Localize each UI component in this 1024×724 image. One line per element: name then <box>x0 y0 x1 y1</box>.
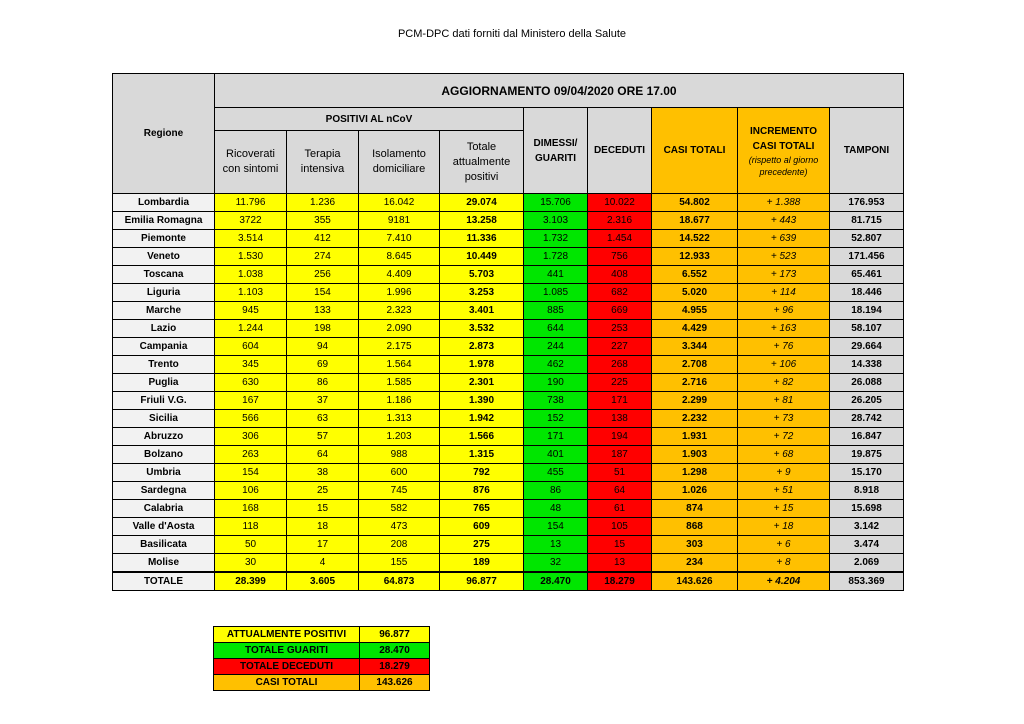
cell-incremento: + 523 <box>738 248 830 266</box>
cell-dimessi: 1.732 <box>524 230 588 248</box>
cell-ricoverati: 263 <box>215 446 287 464</box>
cell-ricoverati: 154 <box>215 464 287 482</box>
table-row <box>113 554 904 573</box>
cell-ricoverati: 604 <box>215 338 287 356</box>
cell-incremento: + 82 <box>738 374 830 392</box>
cell-dimessi: 1.085 <box>524 284 588 302</box>
summary-value: 96.877 <box>360 627 430 643</box>
cell-deceduti: 268 <box>588 356 652 374</box>
cell-ricoverati: 1.530 <box>215 248 287 266</box>
cell-tamponi: 28.742 <box>830 410 904 428</box>
table-row <box>113 518 904 536</box>
cell-isolamento: 1.564 <box>359 356 440 374</box>
cell-tamponi: 29.664 <box>830 338 904 356</box>
cell-casi: 1.931 <box>652 428 738 446</box>
cell-casi: 4.429 <box>652 320 738 338</box>
cell-regione: Molise <box>113 554 215 573</box>
cell-terapia: 15 <box>287 500 359 518</box>
cell-dimessi: 885 <box>524 302 588 320</box>
table-row <box>113 428 904 446</box>
cell-isolamento: 2.175 <box>359 338 440 356</box>
cell-ricoverati: 566 <box>215 410 287 428</box>
cell-isolamento: 9181 <box>359 212 440 230</box>
cell-tamponi: 58.107 <box>830 320 904 338</box>
cell-deceduti: 756 <box>588 248 652 266</box>
cell-deceduti: 64 <box>588 482 652 500</box>
table-row <box>113 230 904 248</box>
cell-casi: 234 <box>652 554 738 573</box>
cell-isolamento: 473 <box>359 518 440 536</box>
cell-isolamento: 7.410 <box>359 230 440 248</box>
summary-body <box>214 627 430 691</box>
cell-totale-pos: 3.532 <box>440 320 524 338</box>
cell-tamponi: 15.170 <box>830 464 904 482</box>
cell-totale-pos: 29.074 <box>440 194 524 212</box>
cell-terapia: 63 <box>287 410 359 428</box>
cell-totale-pos: 609 <box>440 518 524 536</box>
cell-dimessi: 190 <box>524 374 588 392</box>
cell-deceduti: 408 <box>588 266 652 284</box>
total-isolamento: 64.873 <box>359 572 440 591</box>
cell-dimessi: 644 <box>524 320 588 338</box>
cell-tamponi: 26.205 <box>830 392 904 410</box>
cell-ricoverati: 1.038 <box>215 266 287 284</box>
cell-terapia: 154 <box>287 284 359 302</box>
cell-ricoverati: 30 <box>215 554 287 573</box>
total-deceduti: 18.279 <box>588 572 652 591</box>
cell-ricoverati: 3722 <box>215 212 287 230</box>
cell-dimessi: 462 <box>524 356 588 374</box>
cell-deceduti: 682 <box>588 284 652 302</box>
cell-casi: 12.933 <box>652 248 738 266</box>
cell-tamponi: 8.918 <box>830 482 904 500</box>
cell-casi: 18.677 <box>652 212 738 230</box>
cell-casi: 6.552 <box>652 266 738 284</box>
cell-isolamento: 8.645 <box>359 248 440 266</box>
cell-totale-pos: 2.301 <box>440 374 524 392</box>
cell-terapia: 37 <box>287 392 359 410</box>
cell-casi: 4.955 <box>652 302 738 320</box>
total-dimessi: 28.470 <box>524 572 588 591</box>
cell-deceduti: 138 <box>588 410 652 428</box>
cell-totale-pos: 11.336 <box>440 230 524 248</box>
cell-dimessi: 3.103 <box>524 212 588 230</box>
cell-casi: 2.232 <box>652 410 738 428</box>
incremento-note: (rispetto al giorno precedente) <box>748 154 819 177</box>
summary-value: 18.279 <box>360 659 430 675</box>
summary-label: TOTALE DECEDUTI <box>214 659 360 675</box>
cell-totale-pos: 765 <box>440 500 524 518</box>
cell-casi: 2.716 <box>652 374 738 392</box>
cell-incremento: + 76 <box>738 338 830 356</box>
total-regione: TOTALE <box>113 572 215 591</box>
cell-ricoverati: 945 <box>215 302 287 320</box>
cell-incremento: + 72 <box>738 428 830 446</box>
cell-ricoverati: 167 <box>215 392 287 410</box>
cell-incremento: + 114 <box>738 284 830 302</box>
cell-incremento: + 639 <box>738 230 830 248</box>
cell-ricoverati: 1.103 <box>215 284 287 302</box>
total-terapia: 3.605 <box>287 572 359 591</box>
cell-tamponi: 18.446 <box>830 284 904 302</box>
table-row <box>113 248 904 266</box>
cell-deceduti: 2.316 <box>588 212 652 230</box>
cell-dimessi: 48 <box>524 500 588 518</box>
table-row <box>113 464 904 482</box>
cell-incremento: + 15 <box>738 500 830 518</box>
cell-dimessi: 1.728 <box>524 248 588 266</box>
cell-regione: Bolzano <box>113 446 215 464</box>
cell-regione: Umbria <box>113 464 215 482</box>
cell-regione: Valle d'Aosta <box>113 518 215 536</box>
cell-dimessi: 15.706 <box>524 194 588 212</box>
cell-terapia: 1.236 <box>287 194 359 212</box>
cell-isolamento: 1.313 <box>359 410 440 428</box>
cell-incremento: + 163 <box>738 320 830 338</box>
cell-dimessi: 441 <box>524 266 588 284</box>
table-row <box>113 266 904 284</box>
cell-deceduti: 1.454 <box>588 230 652 248</box>
cell-regione: Veneto <box>113 248 215 266</box>
cell-incremento: + 106 <box>738 356 830 374</box>
summary-value: 143.626 <box>360 675 430 691</box>
cell-incremento: + 1.388 <box>738 194 830 212</box>
cell-deceduti: 51 <box>588 464 652 482</box>
cell-ricoverati: 345 <box>215 356 287 374</box>
total-row <box>113 572 904 591</box>
cell-casi: 1.298 <box>652 464 738 482</box>
cell-terapia: 256 <box>287 266 359 284</box>
cell-regione: Lombardia <box>113 194 215 212</box>
cell-totale-pos: 1.315 <box>440 446 524 464</box>
cell-terapia: 18 <box>287 518 359 536</box>
cell-tamponi: 26.088 <box>830 374 904 392</box>
cell-casi: 868 <box>652 518 738 536</box>
cell-deceduti: 253 <box>588 320 652 338</box>
cell-regione: Sicilia <box>113 410 215 428</box>
cell-isolamento: 16.042 <box>359 194 440 212</box>
cell-totale-pos: 1.390 <box>440 392 524 410</box>
cell-deceduti: 194 <box>588 428 652 446</box>
cell-isolamento: 1.186 <box>359 392 440 410</box>
cell-terapia: 86 <box>287 374 359 392</box>
cell-tamponi: 18.194 <box>830 302 904 320</box>
cell-isolamento: 1.996 <box>359 284 440 302</box>
cell-tamponi: 19.875 <box>830 446 904 464</box>
cell-terapia: 38 <box>287 464 359 482</box>
cell-deceduti: 225 <box>588 374 652 392</box>
cell-dimessi: 171 <box>524 428 588 446</box>
cell-casi: 14.522 <box>652 230 738 248</box>
table-row <box>113 212 904 230</box>
cell-regione: Emilia Romagna <box>113 212 215 230</box>
cell-totale-pos: 10.449 <box>440 248 524 266</box>
totale-positivi-header: Totale attualmente positivi <box>440 131 524 194</box>
cell-dimessi: 455 <box>524 464 588 482</box>
cell-isolamento: 155 <box>359 554 440 573</box>
cell-totale-pos: 1.978 <box>440 356 524 374</box>
table-row <box>113 374 904 392</box>
deceduti-header: DECEDUTI <box>588 108 652 194</box>
cell-regione: Marche <box>113 302 215 320</box>
cell-regione: Abruzzo <box>113 428 215 446</box>
cell-totale-pos: 1.566 <box>440 428 524 446</box>
total-casi: 143.626 <box>652 572 738 591</box>
cell-isolamento: 600 <box>359 464 440 482</box>
cell-incremento: + 8 <box>738 554 830 573</box>
cell-tamponi: 3.142 <box>830 518 904 536</box>
cell-deceduti: 105 <box>588 518 652 536</box>
cell-isolamento: 1.585 <box>359 374 440 392</box>
summary-row <box>214 675 430 691</box>
cell-terapia: 412 <box>287 230 359 248</box>
cell-dimessi: 152 <box>524 410 588 428</box>
cell-dimessi: 13 <box>524 536 588 554</box>
summary-value: 28.470 <box>360 643 430 659</box>
cell-ricoverati: 306 <box>215 428 287 446</box>
cell-incremento: + 81 <box>738 392 830 410</box>
covid-data-table <box>112 73 904 591</box>
table-body <box>113 194 904 591</box>
cell-deceduti: 61 <box>588 500 652 518</box>
table-row <box>113 320 904 338</box>
cell-terapia: 274 <box>287 248 359 266</box>
cell-isolamento: 4.409 <box>359 266 440 284</box>
summary-label: ATTUALMENTE POSITIVI <box>214 627 360 643</box>
cell-terapia: 94 <box>287 338 359 356</box>
total-tamponi: 853.369 <box>830 572 904 591</box>
table-row <box>113 356 904 374</box>
cell-incremento: + 173 <box>738 266 830 284</box>
cell-casi: 5.020 <box>652 284 738 302</box>
cell-casi: 1.026 <box>652 482 738 500</box>
summary-row <box>214 659 430 675</box>
terapia-header: Terapia intensiva <box>287 131 359 194</box>
table-row <box>113 446 904 464</box>
cell-ricoverati: 168 <box>215 500 287 518</box>
cell-regione: Liguria <box>113 284 215 302</box>
cell-casi: 2.708 <box>652 356 738 374</box>
cell-incremento: + 73 <box>738 410 830 428</box>
cell-ricoverati: 11.796 <box>215 194 287 212</box>
table-row <box>113 536 904 554</box>
cell-dimessi: 738 <box>524 392 588 410</box>
cell-tamponi: 81.715 <box>830 212 904 230</box>
cell-terapia: 25 <box>287 482 359 500</box>
cell-incremento: + 68 <box>738 446 830 464</box>
cell-terapia: 198 <box>287 320 359 338</box>
cell-totale-pos: 1.942 <box>440 410 524 428</box>
cell-casi: 303 <box>652 536 738 554</box>
cell-deceduti: 187 <box>588 446 652 464</box>
region-header: Regione <box>113 74 215 194</box>
cell-casi: 1.903 <box>652 446 738 464</box>
cell-totale-pos: 275 <box>440 536 524 554</box>
table-row <box>113 482 904 500</box>
cell-tamponi: 65.461 <box>830 266 904 284</box>
isolamento-header: Isolamento domiciliare <box>359 131 440 194</box>
cell-dimessi: 86 <box>524 482 588 500</box>
cell-tamponi: 15.698 <box>830 500 904 518</box>
cell-incremento: + 51 <box>738 482 830 500</box>
cell-dimessi: 244 <box>524 338 588 356</box>
cell-regione: Sardegna <box>113 482 215 500</box>
cell-tamponi: 3.474 <box>830 536 904 554</box>
table-row <box>113 338 904 356</box>
summary-row <box>214 627 430 643</box>
cell-isolamento: 2.323 <box>359 302 440 320</box>
cell-deceduti: 13 <box>588 554 652 573</box>
table-row <box>113 302 904 320</box>
summary-label: CASI TOTALI <box>214 675 360 691</box>
cell-tamponi: 176.953 <box>830 194 904 212</box>
cell-incremento: + 6 <box>738 536 830 554</box>
summary-table <box>213 626 430 691</box>
cell-tamponi: 52.807 <box>830 230 904 248</box>
cell-deceduti: 227 <box>588 338 652 356</box>
cell-isolamento: 2.090 <box>359 320 440 338</box>
page-header: PCM-DPC dati forniti dal Ministero della Salute <box>397 28 627 40</box>
cell-casi: 2.299 <box>652 392 738 410</box>
cell-ricoverati: 118 <box>215 518 287 536</box>
cell-totale-pos: 876 <box>440 482 524 500</box>
table-row <box>113 500 904 518</box>
cell-incremento: + 18 <box>738 518 830 536</box>
cell-ricoverati: 3.514 <box>215 230 287 248</box>
cell-ricoverati: 1.244 <box>215 320 287 338</box>
update-title: AGGIORNAMENTO 09/04/2020 ORE 17.00 <box>215 74 904 108</box>
cell-regione: Puglia <box>113 374 215 392</box>
cell-deceduti: 10.022 <box>588 194 652 212</box>
positivi-group-header: POSITIVI AL nCoV <box>215 108 524 131</box>
summary-row <box>214 643 430 659</box>
cell-terapia: 17 <box>287 536 359 554</box>
ricoverati-header: Ricoverati con sintomi <box>215 131 287 194</box>
cell-tamponi: 14.338 <box>830 356 904 374</box>
cell-dimessi: 32 <box>524 554 588 573</box>
dimessi-header: DIMESSI/ GUARITI <box>524 108 588 194</box>
table-row <box>113 194 904 212</box>
incremento-header <box>738 108 830 194</box>
cell-terapia: 57 <box>287 428 359 446</box>
cell-regione: Piemonte <box>113 230 215 248</box>
cell-terapia: 64 <box>287 446 359 464</box>
cell-ricoverati: 106 <box>215 482 287 500</box>
cell-isolamento: 1.203 <box>359 428 440 446</box>
cell-regione: Toscana <box>113 266 215 284</box>
cell-deceduti: 171 <box>588 392 652 410</box>
cell-dimessi: 401 <box>524 446 588 464</box>
cell-isolamento: 582 <box>359 500 440 518</box>
cell-ricoverati: 630 <box>215 374 287 392</box>
cell-regione: Calabria <box>113 500 215 518</box>
cell-totale-pos: 2.873 <box>440 338 524 356</box>
cell-incremento: + 96 <box>738 302 830 320</box>
cell-regione: Friuli V.G. <box>113 392 215 410</box>
total-totale-pos: 96.877 <box>440 572 524 591</box>
cell-deceduti: 15 <box>588 536 652 554</box>
incremento-title: INCREMENTO CASI TOTALI <box>749 125 818 152</box>
table-row <box>113 284 904 302</box>
casi-totali-header: CASI TOTALI <box>652 108 738 194</box>
cell-incremento: + 443 <box>738 212 830 230</box>
cell-tamponi: 2.069 <box>830 554 904 573</box>
cell-totale-pos: 189 <box>440 554 524 573</box>
cell-terapia: 355 <box>287 212 359 230</box>
cell-regione: Basilicata <box>113 536 215 554</box>
cell-regione: Campania <box>113 338 215 356</box>
cell-casi: 3.344 <box>652 338 738 356</box>
cell-dimessi: 154 <box>524 518 588 536</box>
cell-regione: Trento <box>113 356 215 374</box>
table-row <box>113 392 904 410</box>
cell-isolamento: 745 <box>359 482 440 500</box>
cell-casi: 54.802 <box>652 194 738 212</box>
cell-tamponi: 16.847 <box>830 428 904 446</box>
cell-incremento: + 9 <box>738 464 830 482</box>
tamponi-header: TAMPONI <box>830 108 904 194</box>
cell-totale-pos: 792 <box>440 464 524 482</box>
total-incremento: + 4.204 <box>738 572 830 591</box>
cell-deceduti: 669 <box>588 302 652 320</box>
cell-totale-pos: 13.258 <box>440 212 524 230</box>
cell-totale-pos: 3.253 <box>440 284 524 302</box>
cell-terapia: 69 <box>287 356 359 374</box>
cell-totale-pos: 5.703 <box>440 266 524 284</box>
cell-isolamento: 988 <box>359 446 440 464</box>
table-row <box>113 410 904 428</box>
cell-ricoverati: 50 <box>215 536 287 554</box>
cell-regione: Lazio <box>113 320 215 338</box>
cell-isolamento: 208 <box>359 536 440 554</box>
cell-tamponi: 171.456 <box>830 248 904 266</box>
cell-terapia: 4 <box>287 554 359 573</box>
cell-casi: 874 <box>652 500 738 518</box>
total-ricoverati: 28.399 <box>215 572 287 591</box>
cell-totale-pos: 3.401 <box>440 302 524 320</box>
summary-label: TOTALE GUARITI <box>214 643 360 659</box>
cell-terapia: 133 <box>287 302 359 320</box>
